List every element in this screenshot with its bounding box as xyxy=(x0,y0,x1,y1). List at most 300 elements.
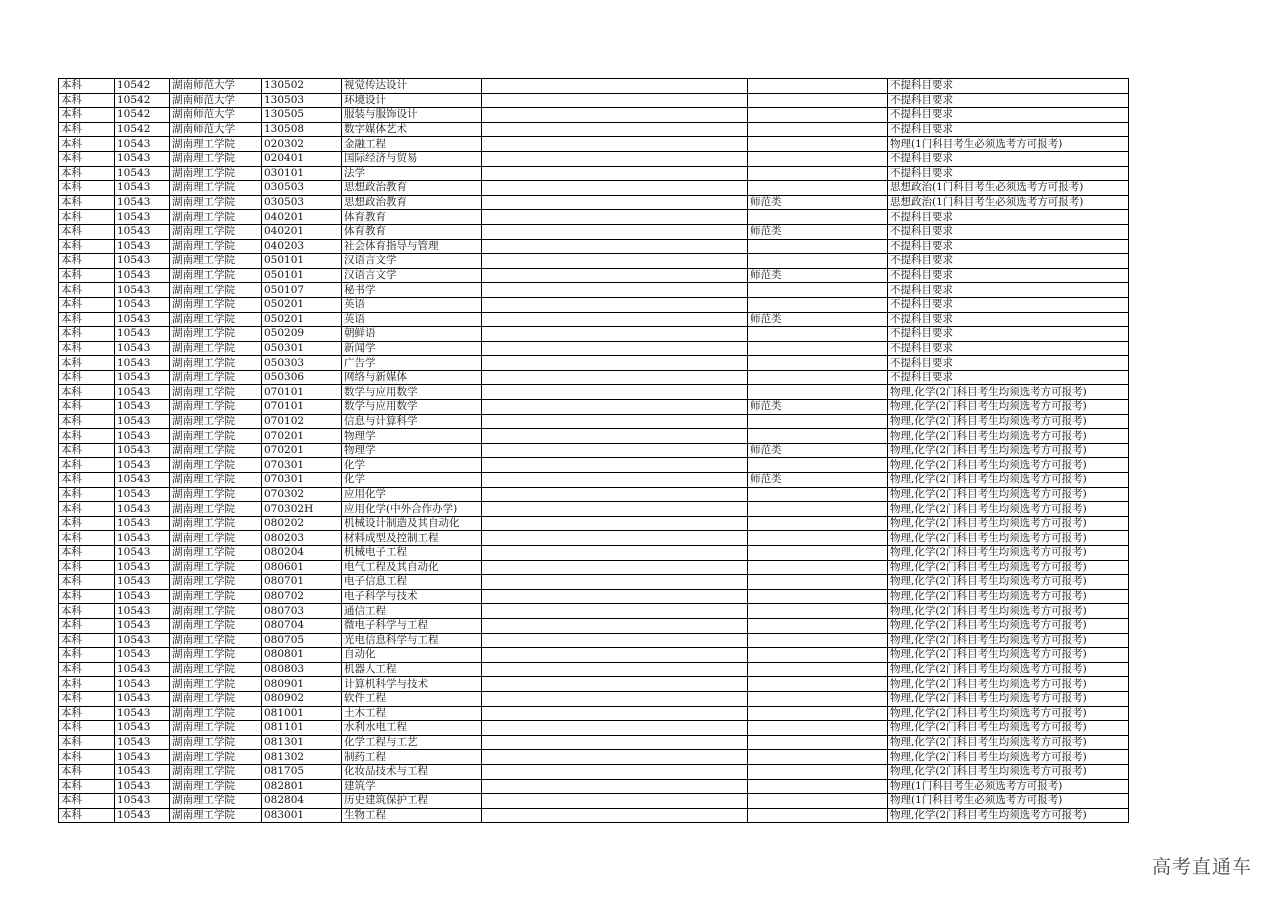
level-cell: 本科 xyxy=(59,327,115,342)
major-note-cell xyxy=(748,677,888,692)
school-code-cell: 10543 xyxy=(115,297,170,312)
table-row xyxy=(59,210,1129,225)
major-note-cell xyxy=(748,210,888,225)
school-code-cell: 10543 xyxy=(115,137,170,152)
major-name-cell: 广告学 xyxy=(342,356,482,371)
level-cell: 本科 xyxy=(59,779,115,794)
major-note-cell: 师范类 xyxy=(748,195,888,210)
major-name-cell: 物理学 xyxy=(342,443,482,458)
school-name-cell: 湖南理工学院 xyxy=(170,312,262,327)
blank-cell xyxy=(482,808,748,823)
school-code-cell: 10542 xyxy=(115,79,170,94)
level-cell: 本科 xyxy=(59,239,115,254)
major-code-cell: 040201 xyxy=(262,210,342,225)
major-name-cell: 服装与服饰设计 xyxy=(342,108,482,123)
major-note-cell xyxy=(748,502,888,517)
major-code-cell: 080801 xyxy=(262,648,342,663)
requirement-cell: 不提科目要求 xyxy=(888,79,1129,94)
level-cell: 本科 xyxy=(59,735,115,750)
requirement-cell: 物理,化学(2门科目考生均须选考方可报考) xyxy=(888,458,1129,473)
major-code-cell: 130508 xyxy=(262,122,342,137)
school-name-cell: 湖南理工学院 xyxy=(170,662,262,677)
major-note-cell xyxy=(748,546,888,561)
level-cell: 本科 xyxy=(59,502,115,517)
major-note-cell xyxy=(748,239,888,254)
major-note-cell xyxy=(748,560,888,575)
requirement-cell: 物理,化学(2门科目考生均须选考方可报考) xyxy=(888,706,1129,721)
school-name-cell: 湖南师范大学 xyxy=(170,93,262,108)
school-code-cell: 10542 xyxy=(115,93,170,108)
level-cell: 本科 xyxy=(59,633,115,648)
school-code-cell: 10543 xyxy=(115,473,170,488)
major-name-cell: 数字媒体艺术 xyxy=(342,122,482,137)
requirement-cell: 物理,化学(2门科目考生均须选考方可报考) xyxy=(888,516,1129,531)
major-code-cell: 080202 xyxy=(262,516,342,531)
major-note-cell xyxy=(748,750,888,765)
school-code-cell: 10543 xyxy=(115,458,170,473)
table-row xyxy=(59,341,1129,356)
major-note-cell xyxy=(748,166,888,181)
major-name-cell: 汉语言文学 xyxy=(342,254,482,269)
school-code-cell: 10543 xyxy=(115,166,170,181)
blank-cell xyxy=(482,341,748,356)
requirement-cell: 思想政治(1门科目考生必须选考方可报考) xyxy=(888,181,1129,196)
school-code-cell: 10543 xyxy=(115,502,170,517)
blank-cell xyxy=(482,283,748,298)
major-code-cell: 080704 xyxy=(262,618,342,633)
major-name-cell: 机械设计制造及其自动化 xyxy=(342,516,482,531)
major-name-cell: 制药工程 xyxy=(342,750,482,765)
major-code-cell: 050303 xyxy=(262,356,342,371)
school-code-cell: 10543 xyxy=(115,677,170,692)
major-note-cell xyxy=(748,385,888,400)
major-name-cell: 化学 xyxy=(342,473,482,488)
major-name-cell: 应用化学 xyxy=(342,487,482,502)
level-cell: 本科 xyxy=(59,429,115,444)
blank-cell xyxy=(482,794,748,809)
level-cell: 本科 xyxy=(59,458,115,473)
school-name-cell: 湖南理工学院 xyxy=(170,385,262,400)
major-name-cell: 化妆品技术与工程 xyxy=(342,764,482,779)
major-name-cell: 土木工程 xyxy=(342,706,482,721)
major-note-cell: 师范类 xyxy=(748,473,888,488)
school-code-cell: 10543 xyxy=(115,414,170,429)
level-cell: 本科 xyxy=(59,808,115,823)
requirement-cell: 不提科目要求 xyxy=(888,239,1129,254)
school-code-cell: 10543 xyxy=(115,546,170,561)
school-code-cell: 10543 xyxy=(115,487,170,502)
major-code-cell: 070201 xyxy=(262,443,342,458)
major-code-cell: 050301 xyxy=(262,341,342,356)
blank-cell xyxy=(482,224,748,239)
school-name-cell: 湖南理工学院 xyxy=(170,633,262,648)
school-code-cell: 10543 xyxy=(115,589,170,604)
table-row xyxy=(59,137,1129,152)
blank-cell xyxy=(482,210,748,225)
level-cell: 本科 xyxy=(59,356,115,371)
major-code-cell: 030503 xyxy=(262,195,342,210)
table-row xyxy=(59,224,1129,239)
requirement-cell: 不提科目要求 xyxy=(888,151,1129,166)
requirement-cell: 不提科目要求 xyxy=(888,327,1129,342)
major-note-cell xyxy=(748,575,888,590)
subject-requirements-table xyxy=(58,78,1129,823)
requirement-cell: 不提科目要求 xyxy=(888,108,1129,123)
level-cell: 本科 xyxy=(59,589,115,604)
school-name-cell: 湖南理工学院 xyxy=(170,808,262,823)
major-note-cell: 师范类 xyxy=(748,224,888,239)
table-row xyxy=(59,429,1129,444)
table-row xyxy=(59,560,1129,575)
requirement-cell: 不提科目要求 xyxy=(888,297,1129,312)
major-name-cell: 微电子科学与工程 xyxy=(342,618,482,633)
table-row xyxy=(59,648,1129,663)
requirement-cell: 思想政治(1门科目考生必须选考方可报考) xyxy=(888,195,1129,210)
school-name-cell: 湖南理工学院 xyxy=(170,589,262,604)
major-code-cell: 020401 xyxy=(262,151,342,166)
requirement-cell: 不提科目要求 xyxy=(888,283,1129,298)
major-note-cell xyxy=(748,691,888,706)
school-name-cell: 湖南理工学院 xyxy=(170,356,262,371)
major-note-cell xyxy=(748,633,888,648)
school-name-cell: 湖南理工学院 xyxy=(170,706,262,721)
blank-cell xyxy=(482,662,748,677)
level-cell: 本科 xyxy=(59,283,115,298)
level-cell: 本科 xyxy=(59,312,115,327)
school-code-cell: 10543 xyxy=(115,808,170,823)
school-name-cell: 湖南理工学院 xyxy=(170,546,262,561)
school-name-cell: 湖南理工学院 xyxy=(170,166,262,181)
level-cell: 本科 xyxy=(59,414,115,429)
major-name-cell: 法学 xyxy=(342,166,482,181)
level-cell: 本科 xyxy=(59,400,115,415)
table-row xyxy=(59,268,1129,283)
major-name-cell: 自动化 xyxy=(342,648,482,663)
level-cell: 本科 xyxy=(59,764,115,779)
table-body xyxy=(59,79,1129,823)
school-name-cell: 湖南理工学院 xyxy=(170,224,262,239)
school-name-cell: 湖南理工学院 xyxy=(170,210,262,225)
requirement-cell: 不提科目要求 xyxy=(888,268,1129,283)
blank-cell xyxy=(482,297,748,312)
table-row xyxy=(59,691,1129,706)
school-name-cell: 湖南理工学院 xyxy=(170,458,262,473)
major-code-cell: 080601 xyxy=(262,560,342,575)
requirement-cell: 物理,化学(2门科目考生均须选考方可报考) xyxy=(888,735,1129,750)
major-note-cell xyxy=(748,414,888,429)
table-row xyxy=(59,151,1129,166)
school-name-cell: 湖南理工学院 xyxy=(170,516,262,531)
major-note-cell xyxy=(748,297,888,312)
major-name-cell: 视觉传达设计 xyxy=(342,79,482,94)
level-cell: 本科 xyxy=(59,794,115,809)
major-code-cell: 050201 xyxy=(262,297,342,312)
major-note-cell xyxy=(748,370,888,385)
level-cell: 本科 xyxy=(59,224,115,239)
requirement-cell: 物理,化学(2门科目考生均须选考方可报考) xyxy=(888,531,1129,546)
major-code-cell: 050107 xyxy=(262,283,342,298)
school-name-cell: 湖南理工学院 xyxy=(170,400,262,415)
blank-cell xyxy=(482,195,748,210)
level-cell: 本科 xyxy=(59,750,115,765)
level-cell: 本科 xyxy=(59,618,115,633)
major-note-cell xyxy=(748,794,888,809)
school-code-cell: 10543 xyxy=(115,327,170,342)
blank-cell xyxy=(482,458,748,473)
table-row xyxy=(59,808,1129,823)
school-code-cell: 10543 xyxy=(115,604,170,619)
requirement-cell: 物理,化学(2门科目考生均须选考方可报考) xyxy=(888,662,1129,677)
school-code-cell: 10543 xyxy=(115,648,170,663)
table-row xyxy=(59,618,1129,633)
table-row xyxy=(59,764,1129,779)
school-code-cell: 10543 xyxy=(115,721,170,736)
blank-cell xyxy=(482,589,748,604)
major-name-cell: 光电信息科学与工程 xyxy=(342,633,482,648)
school-name-cell: 湖南理工学院 xyxy=(170,677,262,692)
school-name-cell: 湖南理工学院 xyxy=(170,779,262,794)
table-row xyxy=(59,633,1129,648)
table-row xyxy=(59,575,1129,590)
table-row xyxy=(59,473,1129,488)
school-name-cell: 湖南理工学院 xyxy=(170,239,262,254)
blank-cell xyxy=(482,429,748,444)
level-cell: 本科 xyxy=(59,648,115,663)
school-name-cell: 湖南师范大学 xyxy=(170,79,262,94)
blank-cell xyxy=(482,254,748,269)
school-code-cell: 10543 xyxy=(115,341,170,356)
major-name-cell: 体育教育 xyxy=(342,224,482,239)
major-code-cell: 050101 xyxy=(262,268,342,283)
major-code-cell: 050101 xyxy=(262,254,342,269)
requirement-cell: 不提科目要求 xyxy=(888,122,1129,137)
school-name-cell: 湖南理工学院 xyxy=(170,297,262,312)
school-code-cell: 10543 xyxy=(115,268,170,283)
level-cell: 本科 xyxy=(59,604,115,619)
school-code-cell: 10543 xyxy=(115,662,170,677)
school-code-cell: 10543 xyxy=(115,764,170,779)
table-row xyxy=(59,589,1129,604)
school-code-cell: 10543 xyxy=(115,794,170,809)
school-code-cell: 10543 xyxy=(115,618,170,633)
major-name-cell: 机械电子工程 xyxy=(342,546,482,561)
major-note-cell xyxy=(748,648,888,663)
school-name-cell: 湖南理工学院 xyxy=(170,764,262,779)
requirement-cell: 物理,化学(2门科目考生均须选考方可报考) xyxy=(888,604,1129,619)
level-cell: 本科 xyxy=(59,151,115,166)
major-note-cell xyxy=(748,779,888,794)
major-name-cell: 思想政治教育 xyxy=(342,195,482,210)
blank-cell xyxy=(482,327,748,342)
major-name-cell: 国际经济与贸易 xyxy=(342,151,482,166)
table-row xyxy=(59,283,1129,298)
school-name-cell: 湖南理工学院 xyxy=(170,487,262,502)
school-name-cell: 湖南理工学院 xyxy=(170,283,262,298)
school-code-cell: 10543 xyxy=(115,239,170,254)
blank-cell xyxy=(482,414,748,429)
major-note-cell xyxy=(748,254,888,269)
major-note-cell xyxy=(748,764,888,779)
school-code-cell: 10543 xyxy=(115,356,170,371)
major-name-cell: 秘书学 xyxy=(342,283,482,298)
school-code-cell: 10543 xyxy=(115,400,170,415)
blank-cell xyxy=(482,764,748,779)
blank-cell xyxy=(482,312,748,327)
school-code-cell: 10543 xyxy=(115,560,170,575)
table-row xyxy=(59,443,1129,458)
major-code-cell: 070301 xyxy=(262,473,342,488)
blank-cell xyxy=(482,443,748,458)
major-name-cell: 生物工程 xyxy=(342,808,482,823)
requirement-cell: 不提科目要求 xyxy=(888,93,1129,108)
table-row xyxy=(59,662,1129,677)
major-code-cell: 130502 xyxy=(262,79,342,94)
major-name-cell: 化学工程与工艺 xyxy=(342,735,482,750)
table-row xyxy=(59,254,1129,269)
blank-cell xyxy=(482,750,748,765)
major-code-cell: 080702 xyxy=(262,589,342,604)
major-name-cell: 英语 xyxy=(342,297,482,312)
blank-cell xyxy=(482,356,748,371)
major-name-cell: 建筑学 xyxy=(342,779,482,794)
school-code-cell: 10543 xyxy=(115,706,170,721)
table-row xyxy=(59,502,1129,517)
major-note-cell xyxy=(748,137,888,152)
level-cell: 本科 xyxy=(59,546,115,561)
blank-cell xyxy=(482,633,748,648)
school-name-cell: 湖南理工学院 xyxy=(170,341,262,356)
table-row xyxy=(59,181,1129,196)
major-note-cell xyxy=(748,327,888,342)
school-name-cell: 湖南理工学院 xyxy=(170,502,262,517)
table-row xyxy=(59,327,1129,342)
blank-cell xyxy=(482,400,748,415)
level-cell: 本科 xyxy=(59,93,115,108)
level-cell: 本科 xyxy=(59,691,115,706)
major-name-cell: 数学与应用数学 xyxy=(342,400,482,415)
major-note-cell xyxy=(748,721,888,736)
major-note-cell xyxy=(748,283,888,298)
school-name-cell: 湖南理工学院 xyxy=(170,648,262,663)
major-note-cell xyxy=(748,589,888,604)
level-cell: 本科 xyxy=(59,166,115,181)
level-cell: 本科 xyxy=(59,297,115,312)
major-name-cell: 金融工程 xyxy=(342,137,482,152)
major-note-cell xyxy=(748,458,888,473)
requirement-cell: 物理,化学(2门科目考生均须选考方可报考) xyxy=(888,487,1129,502)
major-code-cell: 070301 xyxy=(262,458,342,473)
blank-cell xyxy=(482,181,748,196)
major-code-cell: 080204 xyxy=(262,546,342,561)
major-code-cell: 070302 xyxy=(262,487,342,502)
requirement-cell: 物理,化学(2门科目考生均须选考方可报考) xyxy=(888,633,1129,648)
requirement-cell: 不提科目要求 xyxy=(888,356,1129,371)
school-name-cell: 湖南理工学院 xyxy=(170,414,262,429)
requirement-cell: 物理,化学(2门科目考生均须选考方可报考) xyxy=(888,618,1129,633)
major-name-cell: 汉语言文学 xyxy=(342,268,482,283)
table-row xyxy=(59,721,1129,736)
requirement-cell: 不提科目要求 xyxy=(888,224,1129,239)
major-code-cell: 030101 xyxy=(262,166,342,181)
major-name-cell: 机器人工程 xyxy=(342,662,482,677)
table-row xyxy=(59,604,1129,619)
table-row xyxy=(59,779,1129,794)
table-row xyxy=(59,93,1129,108)
level-cell: 本科 xyxy=(59,473,115,488)
table-row xyxy=(59,239,1129,254)
school-code-cell: 10543 xyxy=(115,224,170,239)
blank-cell xyxy=(482,648,748,663)
major-code-cell: 130503 xyxy=(262,93,342,108)
major-name-cell: 电子信息工程 xyxy=(342,575,482,590)
major-note-cell xyxy=(748,487,888,502)
requirement-cell: 物理(1门科目考生必须选考方可报考) xyxy=(888,137,1129,152)
school-name-cell: 湖南理工学院 xyxy=(170,618,262,633)
blank-cell xyxy=(482,93,748,108)
major-code-cell: 081001 xyxy=(262,706,342,721)
school-name-cell: 湖南理工学院 xyxy=(170,560,262,575)
school-code-cell: 10543 xyxy=(115,283,170,298)
requirement-cell: 物理,化学(2门科目考生均须选考方可报考) xyxy=(888,414,1129,429)
major-note-cell xyxy=(748,735,888,750)
requirement-cell: 不提科目要求 xyxy=(888,312,1129,327)
major-name-cell: 物理学 xyxy=(342,429,482,444)
major-name-cell: 环境设计 xyxy=(342,93,482,108)
level-cell: 本科 xyxy=(59,210,115,225)
school-name-cell: 湖南理工学院 xyxy=(170,137,262,152)
school-name-cell: 湖南理工学院 xyxy=(170,268,262,283)
blank-cell xyxy=(482,691,748,706)
school-name-cell: 湖南理工学院 xyxy=(170,327,262,342)
level-cell: 本科 xyxy=(59,575,115,590)
school-name-cell: 湖南理工学院 xyxy=(170,721,262,736)
major-note-cell xyxy=(748,181,888,196)
table-row xyxy=(59,677,1129,692)
blank-cell xyxy=(482,151,748,166)
major-name-cell: 计算机科学与技术 xyxy=(342,677,482,692)
requirement-cell: 物理,化学(2门科目考生均须选考方可报考) xyxy=(888,575,1129,590)
blank-cell xyxy=(482,79,748,94)
requirement-cell: 不提科目要求 xyxy=(888,341,1129,356)
blank-cell xyxy=(482,618,748,633)
table-row xyxy=(59,108,1129,123)
table-row xyxy=(59,458,1129,473)
major-code-cell: 030503 xyxy=(262,181,342,196)
blank-cell xyxy=(482,706,748,721)
school-name-cell: 湖南理工学院 xyxy=(170,691,262,706)
major-note-cell xyxy=(748,79,888,94)
school-code-cell: 10543 xyxy=(115,516,170,531)
major-note-cell xyxy=(748,662,888,677)
requirement-cell: 不提科目要求 xyxy=(888,254,1129,269)
major-code-cell: 081302 xyxy=(262,750,342,765)
level-cell: 本科 xyxy=(59,79,115,94)
school-name-cell: 湖南理工学院 xyxy=(170,254,262,269)
school-code-cell: 10543 xyxy=(115,633,170,648)
major-code-cell: 050201 xyxy=(262,312,342,327)
major-note-cell xyxy=(748,604,888,619)
requirement-cell: 物理,化学(2门科目考生均须选考方可报考) xyxy=(888,546,1129,561)
major-code-cell: 083001 xyxy=(262,808,342,823)
major-name-cell: 信息与计算科学 xyxy=(342,414,482,429)
school-code-cell: 10542 xyxy=(115,122,170,137)
major-code-cell: 050306 xyxy=(262,370,342,385)
requirement-cell: 物理,化学(2门科目考生均须选考方可报考) xyxy=(888,429,1129,444)
requirement-cell: 物理,化学(2门科目考生均须选考方可报考) xyxy=(888,677,1129,692)
major-code-cell: 081705 xyxy=(262,764,342,779)
requirement-cell: 物理,化学(2门科目考生均须选考方可报考) xyxy=(888,691,1129,706)
school-name-cell: 湖南理工学院 xyxy=(170,181,262,196)
